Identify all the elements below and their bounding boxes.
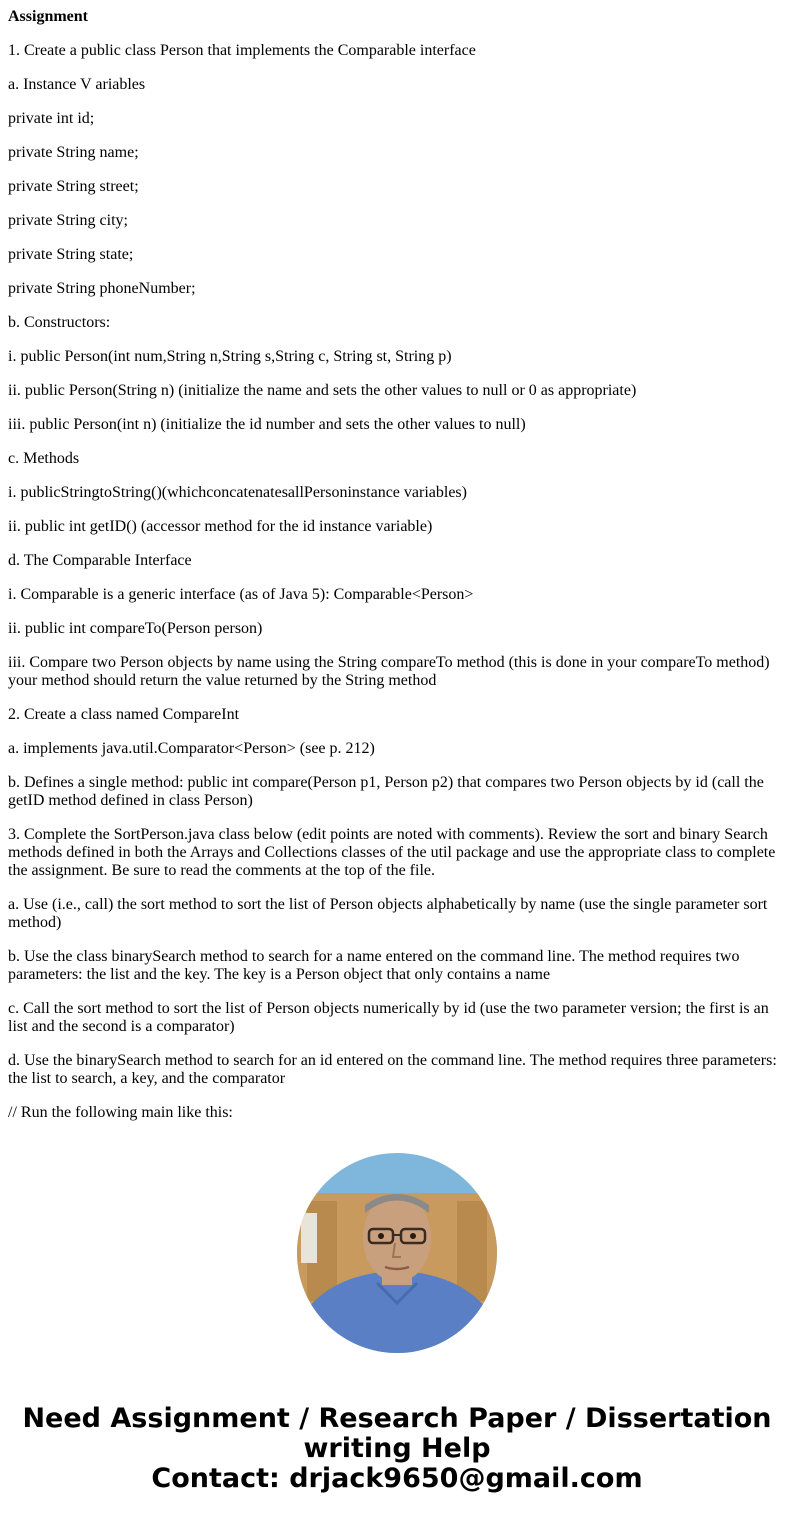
- paragraph: ii. public int getID() (accessor method for the id instance variable): [8, 518, 433, 535]
- paragraph: c. Call the sort method to sort the list of Person objects numerically by id (use the two parameter version; the first is an list and the second is a comparator): [8, 1000, 769, 1035]
- footer-line: writing Help: [303, 1433, 491, 1464]
- paragraph: a. Instance V ariables: [8, 76, 146, 93]
- paragraph: b. Defines a single method: public int compare(Person p1, Person p2) that compares two Person objects by id (call the getID method defined in class Person): [8, 774, 764, 809]
- paragraph: ii. public int compareTo(Person person): [8, 620, 263, 637]
- paragraph: i. Comparable is a generic interface (as of Java 5): Comparable<Person>: [8, 586, 474, 603]
- paragraph: 1. Create a public class Person that implements the Comparable interface: [8, 42, 476, 59]
- paragraph: i. publicStringtoString()(whichconcatenatesallPersoninstance variables): [8, 484, 467, 501]
- paragraph: c. Methods: [8, 450, 80, 467]
- paragraph: b. Constructors:: [8, 314, 111, 331]
- paragraph: b. Use the class binarySearch method to search for a name entered on the command line. The method requires two parameters: the list and the key. The key is a Person object that only contains a name: [8, 948, 740, 983]
- paragraph: d. The Comparable Interface: [8, 552, 192, 569]
- paragraph: private String city;: [8, 212, 128, 229]
- paragraph: a. Use (i.e., call) the sort method to sort the list of Person objects alphabetically by name (use the single parameter sort method): [8, 896, 768, 931]
- paragraph: // Run the following main like this:: [8, 1104, 233, 1121]
- paragraph: d. Use the binarySearch method to search for an id entered on the command line. The method requires three parameters: the list to search, a key, and the comparator: [8, 1052, 777, 1087]
- document-title: Assignment: [8, 8, 89, 25]
- paragraph: private String state;: [8, 246, 134, 263]
- paragraph: 2. Create a class named CompareInt: [8, 706, 240, 723]
- paragraph: private String street;: [8, 178, 139, 195]
- footer-line: Need Assignment / Research Paper / Dissertation: [22, 1403, 772, 1434]
- paragraph: iii. Compare two Person objects by name using the String compareTo method (this is done in your compareTo method) your method should return the value returned by the String method: [8, 654, 770, 689]
- footer-contact: [0, 1404, 794, 1494]
- paragraph: private String phoneNumber;: [8, 280, 196, 297]
- paragraph: a. implements java.util.Comparator<Person> (see p. 212): [8, 740, 375, 757]
- paragraph: private int id;: [8, 110, 95, 127]
- assignment-document: [8, 8, 786, 1138]
- profile-photo: [297, 1153, 497, 1353]
- paragraph: iii. public Person(int n) (initialize the id number and sets the other values to null): [8, 416, 526, 433]
- person-photo-icon: [297, 1153, 497, 1353]
- paragraph: 3. Complete the SortPerson.java class below (edit points are noted with comments). Review the sort and binary Search methods defined in both the Arrays and Collections classes of the util package and use the appropriate class to complete the assignment. Be sure to read the comments at the top of the file.: [8, 826, 776, 879]
- paragraph: private String name;: [8, 144, 139, 161]
- paragraph: i. public Person(int num,String n,String s,String c, String st, String p): [8, 348, 452, 365]
- footer-contact-email: Contact: drjack9650@gmail.com: [151, 1463, 643, 1494]
- paragraph: ii. public Person(String n) (initialize the name and sets the other values to null or 0 as appropriate): [8, 382, 637, 399]
